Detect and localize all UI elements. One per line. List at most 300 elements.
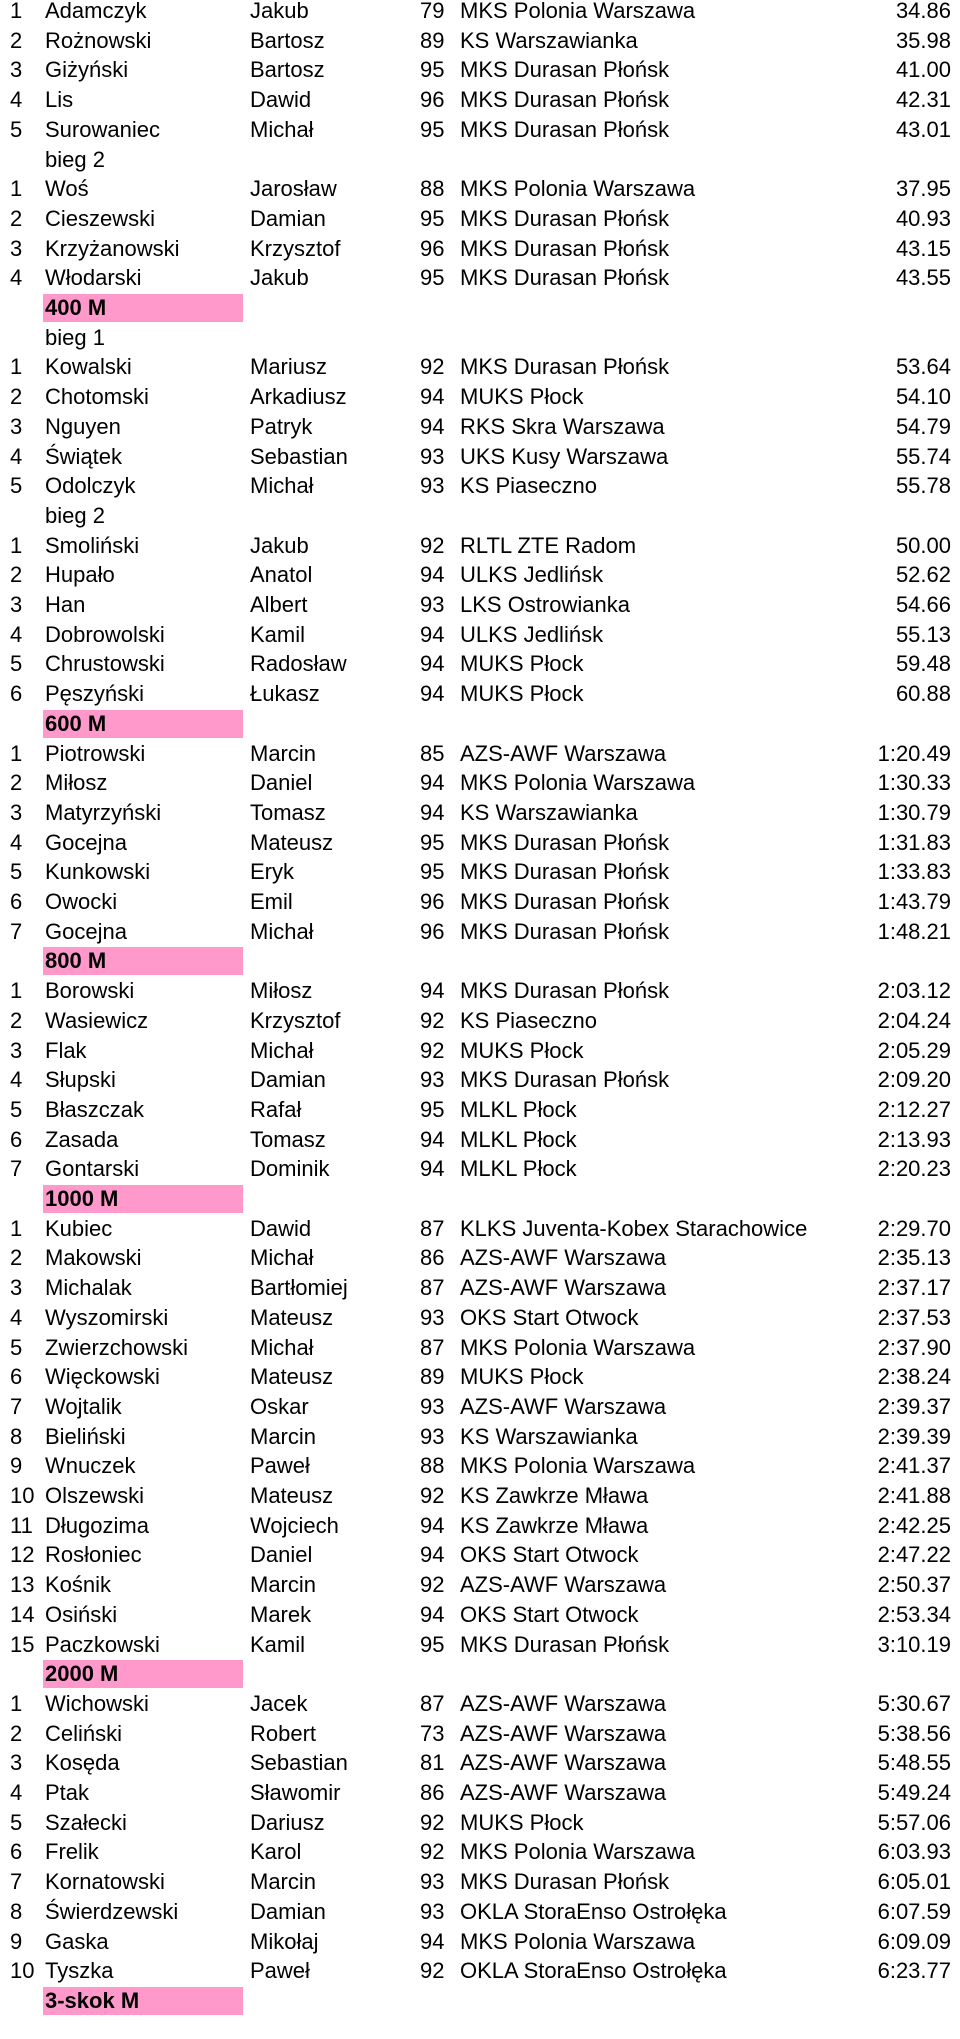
club-cell: MKS Polonia Warszawa [460, 1928, 696, 1954]
first-name-cell: Mateusz [250, 1304, 334, 1330]
time-cell: 43.15 [895, 235, 951, 261]
first-name-cell: Michał [250, 473, 314, 499]
time-cell: 1:30.33 [877, 770, 951, 796]
time-cell: 34.86 [895, 0, 951, 23]
position-cell: 5 [10, 473, 23, 499]
birth-year-cell: 93 [420, 1067, 445, 1093]
position-cell: 8 [10, 1898, 23, 1924]
birth-year-cell: 92 [420, 1037, 445, 1063]
time-cell: 6:23.77 [877, 1958, 951, 1984]
surname-cell: Frelik [45, 1839, 99, 1865]
time-cell: 2:13.93 [877, 1126, 951, 1152]
club-cell: ULKS Jedlińsk [460, 562, 604, 588]
time-cell: 43.55 [895, 265, 951, 291]
position-cell: 1 [10, 354, 23, 380]
position-cell: 1 [10, 1690, 23, 1716]
heat-label-text: bieg 2 [45, 146, 105, 172]
first-name-cell: Mariusz [250, 354, 328, 380]
event-header-label: 800 M [43, 947, 243, 975]
result-row [0, 768, 960, 798]
club-cell: KS Piaseczno [460, 1007, 597, 1033]
time-cell: 1:48.21 [877, 918, 951, 944]
time-cell: 2:29.70 [877, 1215, 951, 1241]
club-cell: MUKS Płock [460, 384, 584, 410]
club-cell: MKS Durasan Płońsk [460, 829, 670, 855]
club-cell: MKS Durasan Płońsk [460, 235, 670, 261]
surname-cell: Świerdzewski [45, 1898, 179, 1924]
surname-cell: Owocki [45, 889, 118, 914]
heat-label [0, 501, 960, 531]
heat-label-text: bieg 1 [45, 324, 105, 350]
position-cell: 4 [10, 265, 23, 291]
birth-year-cell: 87 [420, 1275, 445, 1301]
club-cell: MUKS Płock [460, 1037, 584, 1063]
birth-year-cell: 87 [420, 1215, 445, 1241]
first-name-cell: Wojciech [250, 1512, 339, 1538]
birth-year-cell: 87 [420, 1334, 445, 1360]
first-name-cell: Bartłomiej [250, 1275, 348, 1301]
time-cell: 1:20.49 [877, 740, 951, 766]
surname-cell: Szałecki [45, 1809, 127, 1835]
birth-year-cell: 94 [420, 1126, 445, 1152]
position-cell: 2 [10, 205, 23, 231]
birth-year-cell: 88 [420, 1453, 445, 1479]
result-row [0, 1897, 960, 1927]
birth-year-cell: 92 [420, 1839, 445, 1865]
club-cell: MLKL Płock [460, 1096, 577, 1122]
birth-year-cell: 92 [420, 1007, 445, 1033]
result-row [0, 1273, 960, 1303]
club-cell: MKS Polonia Warszawa [460, 1839, 696, 1865]
surname-cell: Miłosz [45, 770, 108, 796]
position-cell: 11 [10, 1512, 33, 1538]
club-cell: KS Warszawianka [460, 799, 638, 825]
result-row [0, 174, 960, 204]
first-name-cell: Krzysztof [250, 235, 341, 261]
heat-label [0, 145, 960, 175]
position-cell: 6 [10, 1364, 23, 1390]
club-cell: AZS-AWF Warszawa [460, 1720, 667, 1746]
time-cell: 5:30.67 [877, 1690, 951, 1716]
result-row [0, 26, 960, 56]
club-cell: MKS Durasan Płońsk [460, 978, 670, 1004]
result-row [0, 1808, 960, 1838]
result-row [0, 442, 960, 472]
birth-year-cell: 92 [420, 1809, 445, 1835]
club-cell: MKS Durasan Płońsk [460, 1067, 670, 1093]
position-cell: 13 [10, 1572, 35, 1598]
surname-cell: Makowski [45, 1245, 142, 1271]
result-row [0, 1303, 960, 1333]
result-row [0, 1095, 960, 1125]
birth-year-cell: 79 [420, 0, 445, 23]
surname-cell: Nguyen [45, 413, 121, 439]
first-name-cell: Mikołaj [250, 1928, 319, 1954]
birth-year-cell: 94 [420, 413, 445, 439]
result-row [0, 798, 960, 828]
time-cell: 1:33.83 [877, 859, 951, 885]
position-cell: 5 [10, 1809, 23, 1835]
surname-cell: Odolczyk [45, 473, 136, 499]
position-cell: 3 [10, 1275, 23, 1301]
club-cell: AZS-AWF Warszawa [460, 1245, 667, 1271]
surname-cell: Chrustowski [45, 651, 165, 677]
position-cell: 4 [10, 443, 23, 469]
club-cell: MUKS Płock [460, 681, 584, 707]
time-cell: 37.95 [895, 176, 951, 202]
club-cell: MKS Durasan Płońsk [460, 205, 670, 231]
position-cell: 4 [10, 1067, 23, 1093]
surname-cell: Wasiewicz [45, 1007, 149, 1033]
time-cell: 2:50.37 [877, 1572, 951, 1598]
heat-label-text: bieg 2 [45, 502, 105, 528]
birth-year-cell: 94 [420, 681, 445, 707]
surname-cell: Adamczyk [45, 0, 147, 23]
surname-cell: Borowski [45, 978, 135, 1004]
surname-cell: Michalak [45, 1275, 132, 1301]
time-cell: 5:57.06 [877, 1809, 951, 1835]
first-name-cell: Marcin [250, 1423, 317, 1449]
club-cell: MKS Durasan Płońsk [460, 859, 670, 885]
club-cell: AZS-AWF Warszawa [460, 1275, 667, 1301]
position-cell: 6 [10, 681, 23, 707]
time-cell: 43.01 [895, 116, 951, 142]
position-cell: 9 [10, 1453, 23, 1479]
birth-year-cell: 73 [420, 1720, 445, 1746]
birth-year-cell: 93 [420, 473, 445, 499]
position-cell: 3 [10, 413, 23, 439]
result-row [0, 1451, 960, 1481]
surname-cell: Matyrzyński [45, 799, 162, 825]
result-row [0, 560, 960, 590]
time-cell: 6:03.93 [877, 1839, 951, 1865]
result-row [0, 1748, 960, 1778]
club-cell: AZS-AWF Warszawa [460, 1393, 667, 1419]
surname-cell: Osiński [45, 1601, 118, 1627]
birth-year-cell: 92 [420, 1958, 445, 1984]
surname-cell: Gontarski [45, 1156, 140, 1182]
birth-year-cell: 92 [420, 1572, 445, 1598]
result-row [0, 1778, 960, 1808]
position-cell: 2 [10, 770, 23, 796]
first-name-cell: Michał [250, 1245, 314, 1271]
birth-year-cell: 93 [420, 1898, 445, 1924]
surname-cell: Wnuczek [45, 1453, 136, 1479]
position-cell: 5 [10, 116, 23, 142]
club-cell: MKS Durasan Płońsk [460, 1631, 670, 1657]
first-name-cell: Eryk [250, 859, 294, 885]
result-row [0, 1362, 960, 1392]
club-cell: KLKS Juventa-Kobex Starachowice [460, 1215, 808, 1241]
birth-year-cell: 94 [420, 621, 445, 647]
time-cell: 54.10 [895, 384, 951, 410]
position-cell: 10 [10, 1958, 35, 1984]
club-cell: MKS Durasan Płońsk [460, 87, 670, 113]
event-header [0, 1659, 960, 1689]
event-header-label: 600 M [43, 710, 243, 738]
birth-year-cell: 94 [420, 1542, 445, 1568]
result-row [0, 1154, 960, 1184]
result-row [0, 0, 960, 26]
surname-cell: Krzyżanowski [45, 235, 180, 261]
time-cell: 2:37.53 [877, 1304, 951, 1330]
club-cell: OKS Start Otwock [460, 1304, 639, 1330]
surname-cell: Gocejna [45, 918, 127, 944]
club-cell: OKS Start Otwock [460, 1601, 639, 1627]
birth-year-cell: 88 [420, 176, 445, 202]
result-row [0, 204, 960, 234]
surname-cell: Kornatowski [45, 1869, 165, 1895]
result-row [0, 590, 960, 620]
event-header [0, 709, 960, 739]
birth-year-cell: 94 [420, 1601, 445, 1627]
surname-cell: Wyszomirski [45, 1304, 169, 1330]
surname-cell: Flak [45, 1037, 87, 1063]
birth-year-cell: 94 [420, 651, 445, 677]
first-name-cell: Jarosław [250, 176, 337, 202]
birth-year-cell: 93 [420, 1304, 445, 1330]
first-name-cell: Mateusz [250, 829, 334, 855]
time-cell: 6:05.01 [877, 1869, 951, 1895]
club-cell: ULKS Jedlińsk [460, 621, 604, 647]
position-cell: 5 [10, 859, 23, 885]
surname-cell: Rożnowski [45, 27, 152, 53]
event-header [0, 1986, 960, 2016]
position-cell: 2 [10, 1007, 23, 1033]
club-cell: RLTL ZTE Radom [460, 532, 637, 558]
first-name-cell: Daniel [250, 770, 313, 796]
result-row [0, 1333, 960, 1363]
first-name-cell: Oskar [250, 1393, 309, 1419]
position-cell: 7 [10, 1393, 23, 1419]
surname-cell: Woś [45, 176, 89, 202]
result-row [0, 382, 960, 412]
result-row [0, 1630, 960, 1660]
time-cell: 53.64 [895, 354, 951, 380]
result-row [0, 1570, 960, 1600]
position-cell: 8 [10, 1423, 23, 1449]
birth-year-cell: 95 [420, 859, 445, 885]
surname-cell: Wojtalik [45, 1393, 122, 1419]
result-row [0, 1243, 960, 1273]
first-name-cell: Arkadiusz [250, 384, 347, 410]
result-row [0, 1125, 960, 1155]
birth-year-cell: 95 [420, 829, 445, 855]
surname-cell: Kunkowski [45, 859, 151, 885]
surname-cell: Gocejna [45, 829, 127, 855]
surname-cell: Kubiec [45, 1215, 113, 1241]
time-cell: 35.98 [895, 27, 951, 53]
birth-year-cell: 95 [420, 1096, 445, 1122]
club-cell: MKS Polonia Warszawa [460, 770, 696, 796]
surname-cell: Paczkowski [45, 1631, 160, 1657]
time-cell: 2:03.12 [877, 978, 951, 1004]
first-name-cell: Miłosz [250, 978, 313, 1004]
result-row [0, 649, 960, 679]
result-row [0, 1036, 960, 1066]
heat-label [0, 323, 960, 353]
first-name-cell: Krzysztof [250, 1007, 341, 1033]
surname-cell: Pęszyński [45, 681, 145, 707]
result-row [0, 917, 960, 947]
first-name-cell: Radosław [250, 651, 347, 677]
time-cell: 2:20.23 [877, 1156, 951, 1182]
position-cell: 1 [10, 176, 23, 202]
surname-cell: Rosłoniec [45, 1542, 142, 1568]
first-name-cell: Marcin [250, 740, 317, 766]
time-cell: 2:37.17 [877, 1275, 951, 1301]
first-name-cell: Michał [250, 1334, 314, 1360]
club-cell: KS Warszawianka [460, 27, 638, 53]
time-cell: 55.13 [895, 621, 951, 647]
first-name-cell: Jakub [250, 0, 309, 23]
position-cell: 1 [10, 532, 23, 558]
birth-year-cell: 92 [420, 1483, 445, 1508]
position-cell: 3 [10, 1037, 23, 1063]
birth-year-cell: 95 [420, 57, 445, 83]
first-name-cell: Tomasz [250, 1126, 326, 1152]
position-cell: 6 [10, 1126, 23, 1152]
time-cell: 50.00 [895, 532, 951, 558]
surname-cell: Długozima [45, 1512, 149, 1538]
time-cell: 6:07.59 [877, 1898, 951, 1924]
club-cell: MKS Polonia Warszawa [460, 176, 696, 202]
time-cell: 2:05.29 [877, 1037, 951, 1063]
result-row [0, 531, 960, 561]
club-cell: MUKS Płock [460, 1809, 584, 1835]
time-cell: 5:48.55 [877, 1750, 951, 1776]
club-cell: KS Piaseczno [460, 473, 597, 499]
club-cell: KS Zawkrze Mława [460, 1483, 649, 1508]
surname-cell: Lis [45, 87, 74, 113]
result-row [0, 1540, 960, 1570]
surname-cell: Olszewski [45, 1483, 145, 1508]
result-row [0, 1837, 960, 1867]
time-cell: 54.79 [895, 413, 951, 439]
club-cell: MKS Durasan Płońsk [460, 1869, 670, 1895]
first-name-cell: Jakub [250, 265, 309, 291]
position-cell: 3 [10, 592, 23, 617]
result-row [0, 471, 960, 501]
time-cell: 40.93 [895, 205, 951, 231]
time-cell: 3:10.19 [877, 1631, 951, 1657]
first-name-cell: Marcin [250, 1869, 317, 1895]
club-cell: MKS Polonia Warszawa [460, 0, 696, 23]
result-row [0, 1065, 960, 1095]
time-cell: 59.48 [895, 651, 951, 677]
first-name-cell: Dawid [250, 87, 312, 113]
time-cell: 2:04.24 [877, 1007, 951, 1033]
birth-year-cell: 89 [420, 27, 445, 53]
position-cell: 2 [10, 1245, 23, 1271]
club-cell: AZS-AWF Warszawa [460, 1690, 667, 1716]
result-row [0, 828, 960, 858]
first-name-cell: Dawid [250, 1215, 312, 1241]
time-cell: 52.62 [895, 562, 951, 588]
first-name-cell: Daniel [250, 1542, 313, 1568]
surname-cell: Smoliński [45, 532, 140, 558]
birth-year-cell: 94 [420, 799, 445, 825]
result-row [0, 234, 960, 264]
position-cell: 3 [10, 235, 23, 261]
result-row [0, 412, 960, 442]
first-name-cell: Dariusz [250, 1809, 325, 1835]
club-cell: MKS Durasan Płońsk [460, 918, 670, 944]
time-cell: 2:41.37 [877, 1453, 951, 1479]
club-cell: MLKL Płock [460, 1156, 577, 1182]
first-name-cell: Kamil [250, 621, 306, 647]
event-header-label: 2000 M [43, 1660, 243, 1688]
birth-year-cell: 94 [420, 1156, 445, 1182]
surname-cell: Błaszczak [45, 1096, 145, 1122]
position-cell: 14 [10, 1601, 35, 1627]
time-cell: 5:38.56 [877, 1720, 951, 1746]
time-cell: 2:41.88 [877, 1483, 951, 1508]
position-cell: 2 [10, 1720, 23, 1746]
first-name-cell: Sebastian [250, 1750, 348, 1776]
time-cell: 55.74 [895, 443, 951, 469]
result-row [0, 887, 960, 917]
birth-year-cell: 95 [420, 116, 445, 142]
surname-cell: Więckowski [45, 1364, 160, 1390]
time-cell: 2:12.27 [877, 1096, 951, 1122]
birth-year-cell: 95 [420, 1631, 445, 1657]
time-cell: 1:30.79 [877, 799, 951, 825]
result-row [0, 1600, 960, 1630]
first-name-cell: Marcin [250, 1572, 317, 1598]
time-cell: 2:09.20 [877, 1067, 951, 1093]
first-name-cell: Bartosz [250, 57, 325, 83]
result-row [0, 976, 960, 1006]
position-cell: 5 [10, 651, 23, 677]
birth-year-cell: 94 [420, 978, 445, 1004]
time-cell: 2:42.25 [877, 1512, 951, 1538]
surname-cell: Kosęda [45, 1750, 120, 1776]
time-cell: 5:49.24 [877, 1780, 951, 1805]
club-cell: UKS Kusy Warszawa [460, 443, 669, 469]
club-cell: OKLA StoraEnso Ostrołęka [460, 1898, 727, 1924]
time-cell: 2:53.34 [877, 1601, 951, 1627]
birth-year-cell: 96 [420, 918, 445, 944]
first-name-cell: Karol [250, 1839, 302, 1865]
first-name-cell: Sebastian [250, 443, 348, 469]
birth-year-cell: 87 [420, 1690, 445, 1716]
surname-cell: Włodarski [45, 265, 142, 291]
birth-year-cell: 96 [420, 235, 445, 261]
birth-year-cell: 92 [420, 532, 445, 558]
club-cell: AZS-AWF Warszawa [460, 1750, 667, 1776]
club-cell: AZS-AWF Warszawa [460, 1572, 667, 1598]
result-row [0, 1392, 960, 1422]
club-cell: KS Warszawianka [460, 1423, 638, 1449]
birth-year-cell: 94 [420, 1512, 445, 1538]
result-row [0, 1689, 960, 1719]
event-header-label: 3-skok M [43, 1987, 243, 2015]
birth-year-cell: 81 [420, 1750, 445, 1776]
club-cell: AZS-AWF Warszawa [460, 740, 667, 766]
time-cell: 1:31.83 [877, 829, 951, 855]
first-name-cell: Jakub [250, 532, 309, 558]
first-name-cell: Paweł [250, 1958, 310, 1984]
first-name-cell: Anatol [250, 562, 313, 588]
club-cell: MUKS Płock [460, 651, 584, 677]
club-cell: MKS Durasan Płońsk [460, 116, 670, 142]
surname-cell: Kowalski [45, 354, 132, 380]
birth-year-cell: 94 [420, 384, 445, 410]
position-cell: 2 [10, 384, 23, 410]
club-cell: RKS Skra Warszawa [460, 413, 665, 439]
surname-cell: Zasada [45, 1126, 119, 1152]
